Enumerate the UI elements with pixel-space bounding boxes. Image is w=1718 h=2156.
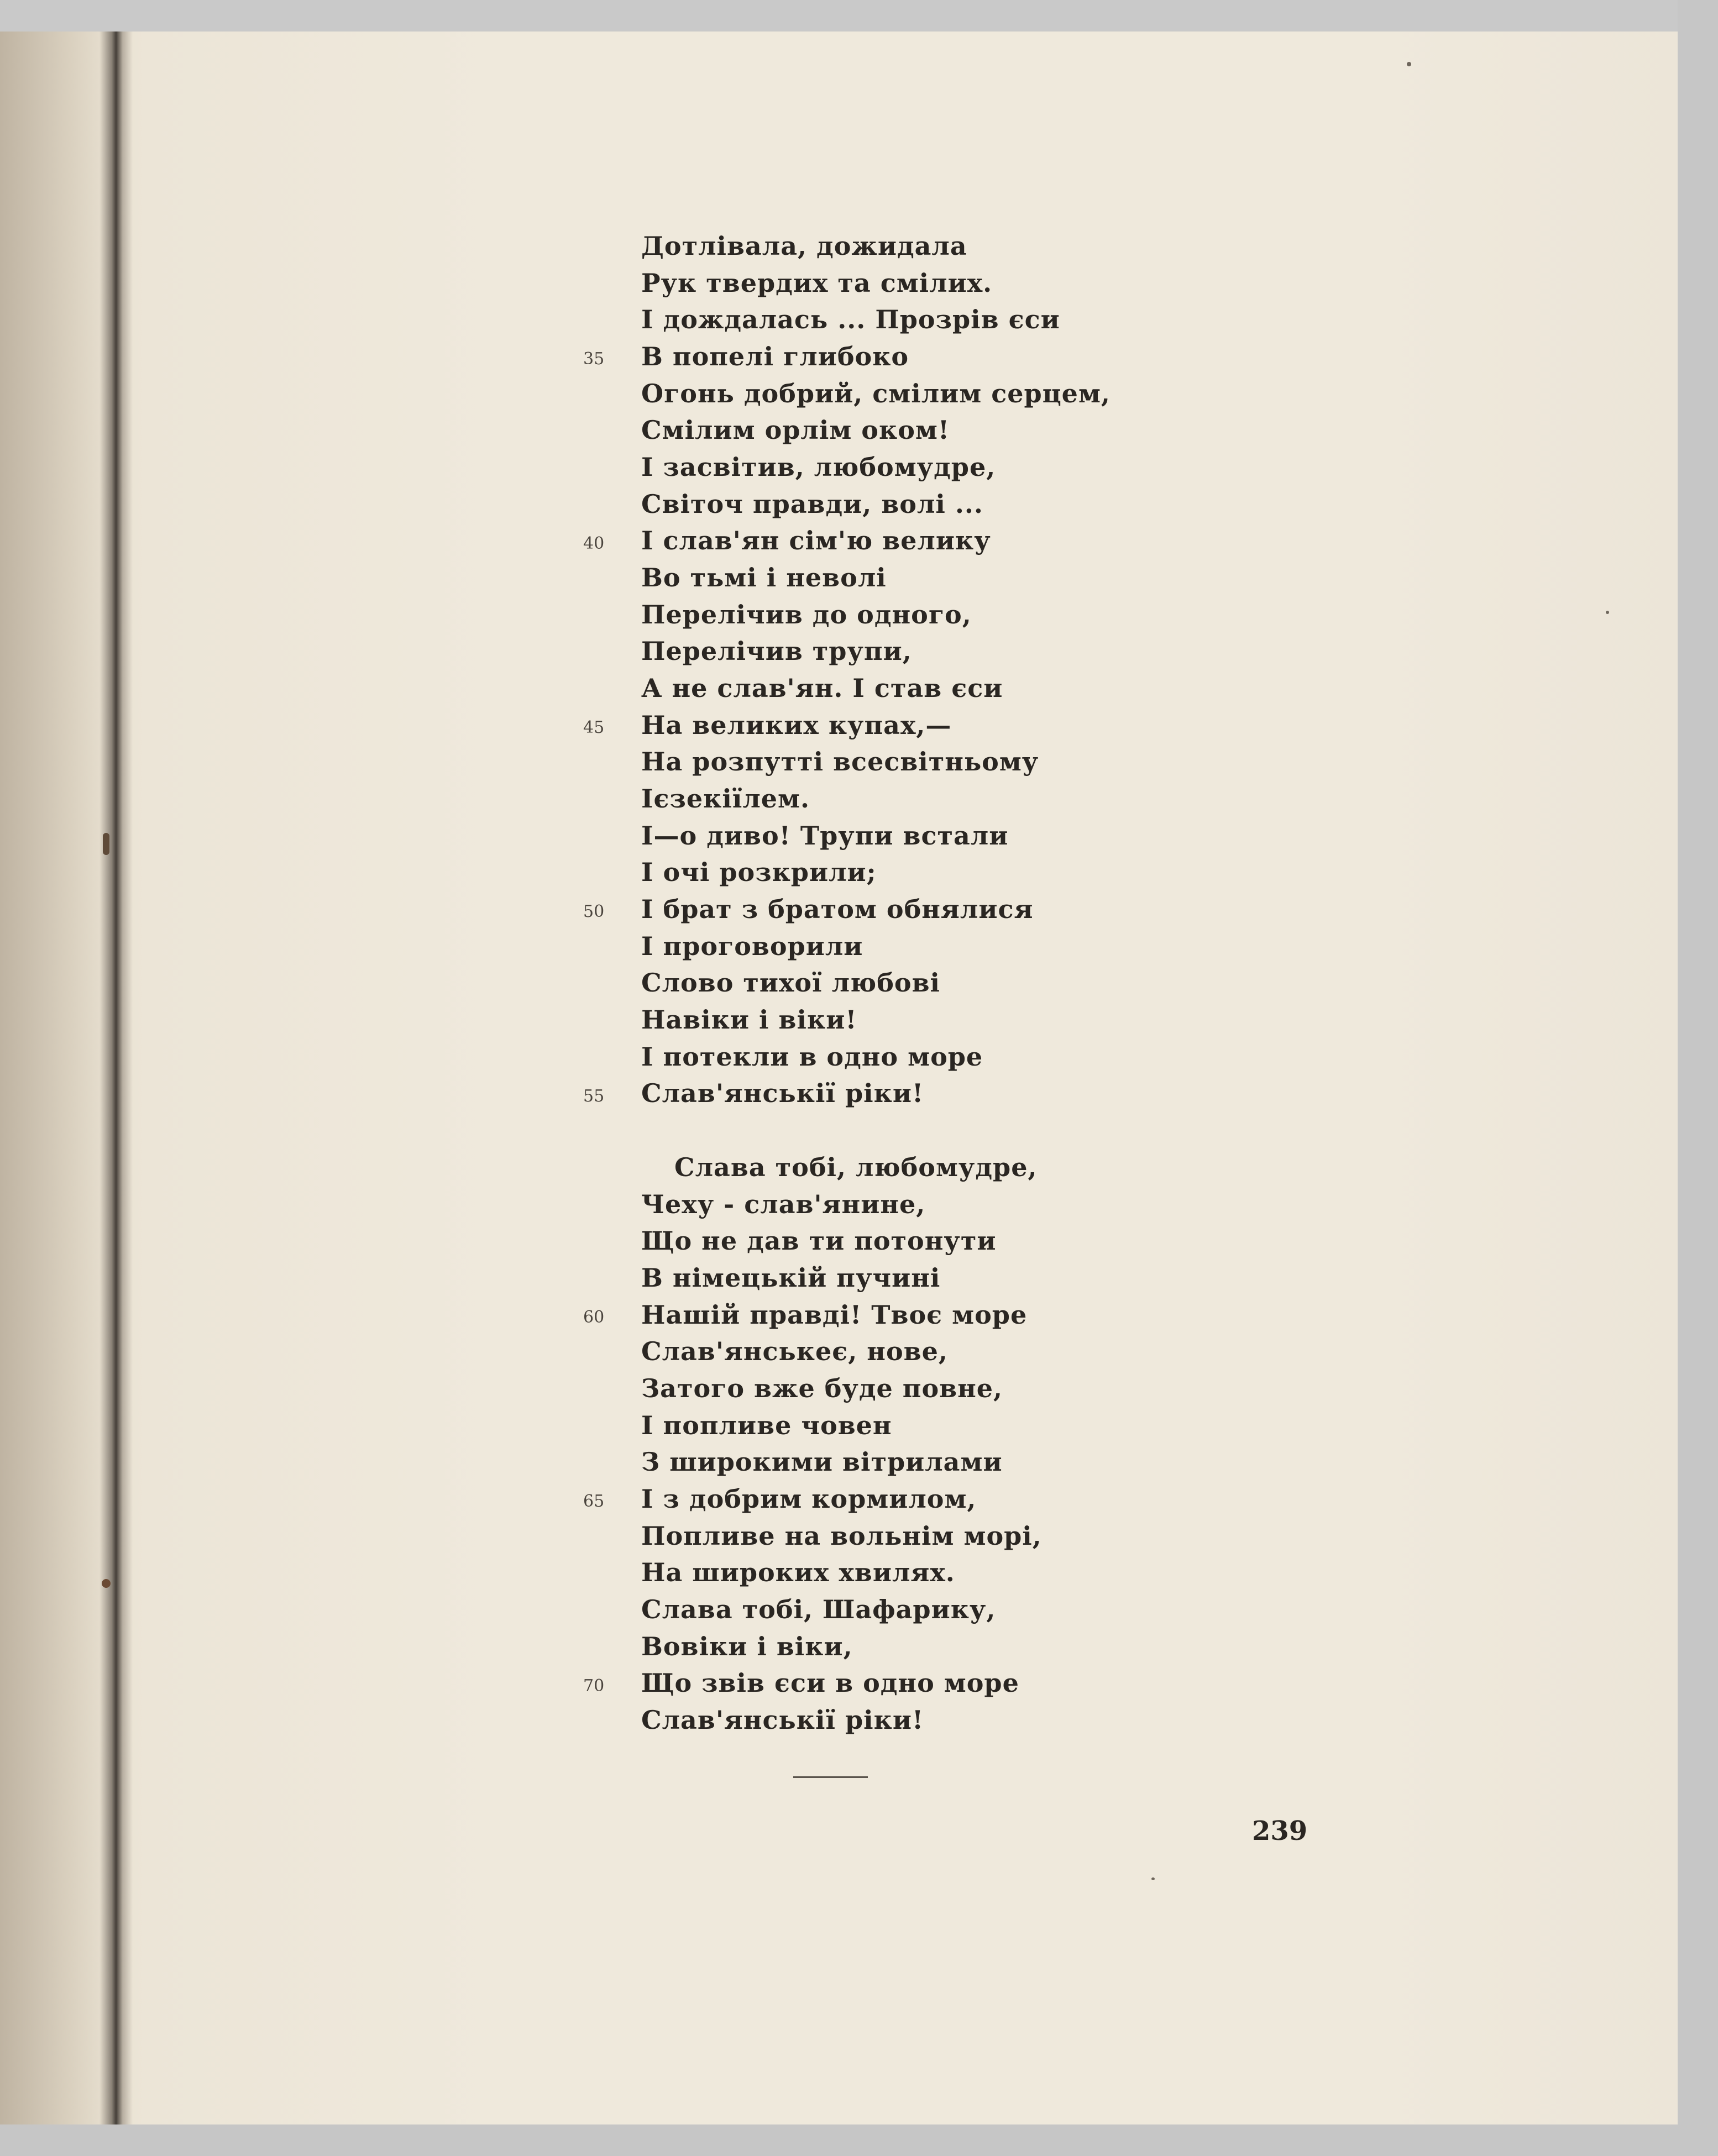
poem-line: А не слав'ян. І став єси (641, 673, 1003, 703)
poem-line: Затого вже буде повне, (641, 1373, 1003, 1403)
poem-line: В німецькій пучині (641, 1263, 941, 1293)
line-number: 50 (583, 902, 605, 921)
poem-line: Слав'янськеє, нове, (641, 1336, 948, 1366)
line-number: 55 (583, 1087, 605, 1106)
poem-line: І дождалась ... Прозрів єси (641, 305, 1060, 334)
paper-speck (1606, 611, 1609, 614)
poem-line: В попелі глибоко (641, 342, 909, 371)
poem-line: Ієзекіїлем. (641, 784, 810, 814)
poem-line: Слава тобі, Шафарику, (641, 1594, 996, 1624)
poem-line: Перелічив трупи, (641, 636, 912, 666)
line-number: 65 (583, 1492, 605, 1511)
line-number: 40 (583, 534, 605, 553)
poem-line: Навіки і віки! (641, 1005, 857, 1035)
poem-line: Чеху - слав'янине, (641, 1189, 926, 1219)
poem-line: І слав'ян сім'ю велику (641, 526, 991, 555)
poem-line: На великих купах,— (641, 710, 952, 740)
poem-line: Рук твердих та смілих. (641, 268, 993, 298)
line-number: 35 (583, 349, 605, 369)
paper-speck (1407, 62, 1411, 66)
poem-line: І потекли в одно море (641, 1042, 983, 1072)
line-number: 70 (583, 1676, 605, 1696)
poem-line: Слав'янськії ріки! (641, 1078, 924, 1108)
poem-line: І з добрим кормилом, (641, 1484, 977, 1514)
poem-line: Дотлівала, дожидала (641, 231, 967, 261)
end-rule (793, 1776, 868, 1778)
paper-speck (102, 1579, 111, 1588)
scan-border-right (1678, 0, 1718, 2156)
page-number: 239 (1252, 1816, 1308, 1846)
poem-line: Що звів єси в одно море (641, 1668, 1019, 1698)
poem-line: Попливе на вольнім морі, (641, 1521, 1042, 1551)
poem-line: І попливе човен (641, 1410, 892, 1440)
poem-line: На розпутті всесвітньому (641, 747, 1039, 777)
poem-line: Слав'янськії ріки! (641, 1705, 924, 1735)
line-number: 45 (583, 718, 605, 737)
poem-line: З широкими вітрилами (641, 1447, 1003, 1477)
scan-border-bottom (0, 2124, 1718, 2156)
poem-line: Вовіки і віки, (641, 1632, 853, 1661)
poem-line: Смілим орлім оком! (641, 415, 950, 445)
poem-line: Світоч правди, волі ... (641, 489, 983, 519)
poem-line: На широких хвилях. (641, 1557, 955, 1587)
poem-line: І брат з братом обнялися (641, 894, 1034, 924)
poem-line: Во тьмі і неволі (641, 563, 887, 592)
book-spine (99, 32, 133, 2124)
poem-line: Слава тобі, любомудре, (674, 1152, 1038, 1182)
poem-line: І—о диво! Трупи встали (641, 821, 1009, 851)
paper-speck (103, 833, 109, 855)
poem-line: І очі розкрили; (641, 857, 877, 887)
poem-line: І засвітив, любомудре, (641, 452, 996, 482)
poem-line: Перелічив до одного, (641, 600, 972, 630)
line-number: 60 (583, 1308, 605, 1327)
poem-line: Нашій правді! Твоє море (641, 1300, 1028, 1330)
poem-line: Що не дав ти потонути (641, 1226, 997, 1256)
paper-speck (1151, 1877, 1155, 1880)
poem-line: Слово тихої любові (641, 968, 941, 998)
poem-line: Огонь добрий, смілим серцем, (641, 379, 1111, 408)
page-shadow (0, 32, 111, 2124)
poem-line: І проговорили (641, 931, 863, 961)
